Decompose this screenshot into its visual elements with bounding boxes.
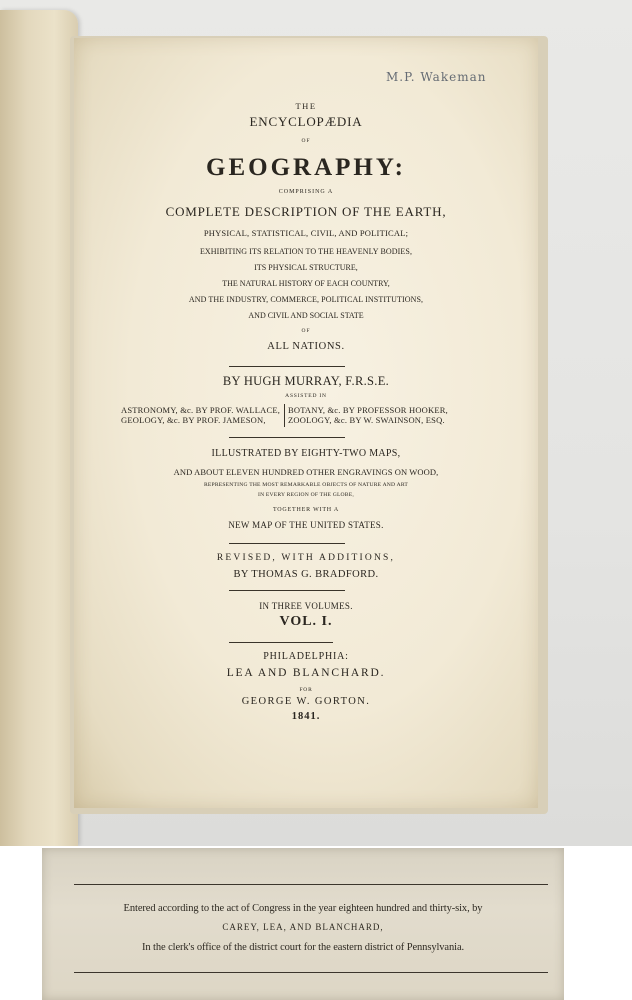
new-map-line: NEW MAP OF THE UNITED STATES.	[228, 520, 384, 530]
line-industry: AND THE INDUSTRY, COMMERCE, POLITICAL INSTITUTIONS,	[188, 295, 424, 304]
assist-divider	[284, 404, 285, 427]
line-natural: THE NATURAL HISTORY OF EACH COUNTRY,	[222, 279, 390, 288]
rule-1	[229, 366, 345, 367]
volumes-line: IN THREE VOLUMES.	[259, 601, 353, 611]
year-line: 1841.	[291, 711, 321, 722]
line-of: OF	[301, 138, 311, 144]
line-all-nations: ALL NATIONS.	[267, 341, 345, 352]
publisher-line: LEA AND BLANCHARD.	[226, 667, 386, 679]
assist-right-2: ZOOLOGY, &c. BY W. SWAINSON, ESQ.	[288, 415, 445, 425]
copyright-line-1: Entered according to the act of Congress in the year eighteen hundred and thirty-six, by	[123, 903, 483, 914]
gorton-line: GEORGE W. GORTON.	[241, 696, 371, 707]
together-line: TOGETHER WITH A	[272, 507, 340, 513]
revised-line: REVISED, WITH ADDITIONS,	[216, 553, 396, 563]
rule-5	[229, 642, 333, 643]
line-exhibiting: EXHIBITING ITS RELATION TO THE HEAVENLY BODIES,	[199, 247, 413, 256]
representing-line-2: IN EVERY REGION OF THE GLOBE,	[258, 492, 354, 498]
line-comprising: COMPRISING A	[278, 189, 334, 195]
copyright-rule-bottom	[74, 972, 548, 973]
representing-line-1: REPRESENTING THE MOST REMARKABLE OBJECTS OF NATURE AND ART	[203, 482, 409, 488]
copyright-line-2: CAREY, LEA, AND BLANCHARD,	[222, 922, 384, 932]
book-cover	[0, 10, 78, 846]
reviser-line: BY THOMAS G. BRADFORD.	[233, 569, 379, 580]
copyright-photo	[42, 848, 564, 1000]
assist-left-1: ASTRONOMY, &c. BY PROF. WALLACE,	[121, 405, 281, 415]
rule-3	[229, 543, 345, 544]
line-civil: AND CIVIL AND SOCIAL STATE	[248, 311, 364, 320]
author-line: BY HUGH MURRAY, F.R.S.E.	[222, 374, 390, 388]
for-line: FOR	[299, 687, 313, 693]
book-title: GEOGRAPHY:	[206, 154, 406, 181]
assist-left-2: GEOLOGY, &c. BY PROF. JAMESON,	[121, 415, 266, 425]
line-structure: ITS PHYSICAL STRUCTURE,	[254, 263, 358, 272]
copyright-line-3: In the clerk's office of the district court for the eastern district of Pennsylvania.	[141, 942, 465, 953]
line-complete: COMPLETE DESCRIPTION OF THE EARTH,	[165, 204, 447, 219]
line-of-2: OF	[301, 328, 311, 334]
city-line: PHILADELPHIA:	[263, 651, 349, 662]
copyright-rule-top	[74, 884, 548, 885]
rule-4	[229, 590, 345, 591]
engravings-line: AND ABOUT ELEVEN HUNDRED OTHER ENGRAVINGS ON WOOD,	[173, 467, 439, 477]
line-encyclopaedia: ENCYCLOPÆDIA	[249, 114, 363, 129]
assist-right-1: BOTANY, &c. BY PROFESSOR HOOKER,	[288, 405, 448, 415]
owner-stamp: M.P. Wakeman	[386, 70, 487, 84]
line-physical: PHYSICAL, STATISTICAL, CIVIL, AND POLITICAL;	[203, 228, 409, 238]
illustrated-line: ILLUSTRATED BY EIGHTY-TWO MAPS,	[211, 448, 401, 459]
line-the: THE	[295, 101, 317, 111]
rule-2	[229, 437, 345, 438]
assisted-in: ASSISTED IN	[285, 393, 327, 399]
volume-number: VOL. I.	[279, 614, 333, 629]
